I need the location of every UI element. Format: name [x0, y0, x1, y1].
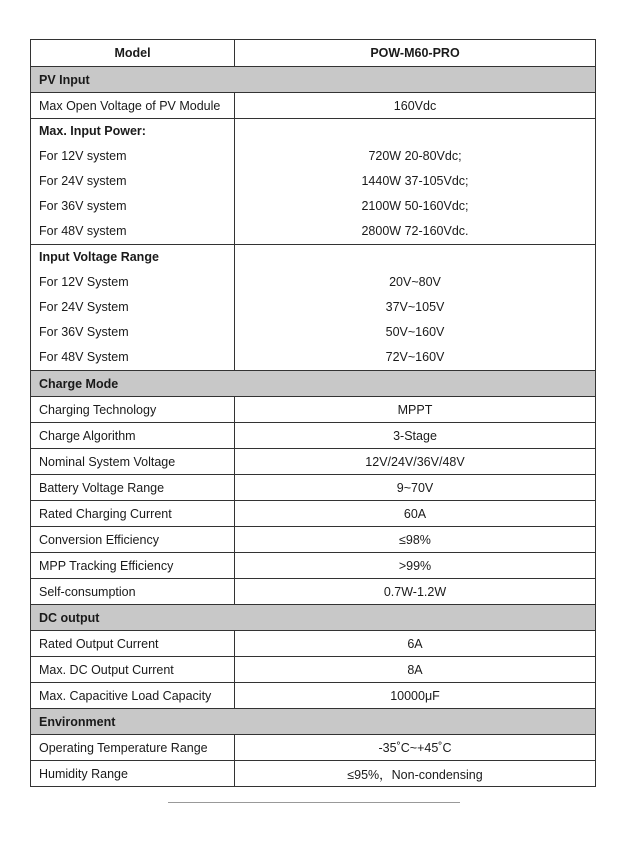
spec-value: 2100W 50-160Vdc; [361, 199, 469, 213]
spec-value: 1440W 37-105Vdc; [361, 174, 469, 188]
spacer [243, 245, 587, 270]
group-title: Input Voltage Range [39, 250, 159, 264]
spec-value: 10000μF [235, 683, 596, 709]
spec-value: 37V~105V [385, 300, 445, 314]
spec-label: Battery Voltage Range [31, 475, 235, 501]
spec-value: 6A [235, 631, 596, 657]
spec-label: Operating Temperature Range [31, 735, 235, 761]
spec-value: 720W 20-80Vdc; [368, 149, 462, 163]
spec-row [31, 683, 596, 709]
spec-value: 60A [235, 501, 596, 527]
spec-label: For 36V system [39, 199, 127, 213]
section-pv-input [31, 67, 596, 93]
spec-label: For 36V System [39, 325, 129, 339]
spec-label: Max. DC Output Current [31, 657, 235, 683]
spec-row [31, 631, 596, 657]
spec-row [31, 501, 596, 527]
spec-value: -35˚C~+45˚C [235, 735, 596, 761]
spec-value: 20V~80V [389, 275, 441, 289]
section-title: DC output [31, 605, 596, 631]
section-dc-output [31, 605, 596, 631]
group-labels [31, 245, 235, 371]
section-title: Environment [31, 709, 596, 735]
group-labels [31, 119, 235, 245]
group-values [235, 119, 596, 245]
spec-label: Humidity Range [31, 761, 235, 787]
spec-row [31, 423, 596, 449]
model-value: POW-M60-PRO [235, 40, 596, 67]
section-charge-mode [31, 371, 596, 397]
spec-label: Self-consumption [31, 579, 235, 605]
spec-row [31, 527, 596, 553]
spec-value: ≤95%，Non-condensing [235, 761, 596, 787]
spec-value: 8A [235, 657, 596, 683]
spec-label: Max. Capacitive Load Capacity [31, 683, 235, 709]
spec-row [31, 735, 596, 761]
spec-value: 3-Stage [235, 423, 596, 449]
spec-row [31, 553, 596, 579]
spec-label: For 48V system [39, 224, 127, 238]
spec-value: 72V~160V [385, 350, 445, 364]
spec-row [31, 397, 596, 423]
group-title: Max. Input Power: [39, 124, 146, 138]
spec-value: 12V/24V/36V/48V [235, 449, 596, 475]
spec-row [31, 657, 596, 683]
spec-label: For 24V System [39, 300, 129, 314]
spec-row [31, 93, 596, 119]
spec-label: MPP Tracking Efficiency [31, 553, 235, 579]
spec-value: 9~70V [235, 475, 596, 501]
spec-row [31, 449, 596, 475]
group-input-voltage-range [31, 245, 596, 371]
spec-value: >99% [235, 553, 596, 579]
model-label: Model [31, 40, 235, 67]
spec-label: Max Open Voltage of PV Module [31, 93, 235, 119]
spec-label: For 12V System [39, 275, 129, 289]
section-environment [31, 709, 596, 735]
bottom-divider [168, 802, 460, 803]
spec-value: 0.7W-1.2W [235, 579, 596, 605]
group-max-input-power [31, 119, 596, 245]
spec-label: Charge Algorithm [31, 423, 235, 449]
spec-label: Nominal System Voltage [31, 449, 235, 475]
spec-label: For 48V System [39, 350, 129, 364]
spec-row [31, 761, 596, 787]
spec-value: ≤98% [235, 527, 596, 553]
spacer [243, 119, 587, 144]
section-title: PV Input [31, 67, 596, 93]
group-values [235, 245, 596, 371]
spec-value: 160Vdc [235, 93, 596, 119]
spec-label: Charging Technology [31, 397, 235, 423]
spec-value: 50V~160V [385, 325, 445, 339]
spec-label: For 24V system [39, 174, 127, 188]
spec-table [30, 39, 596, 787]
spec-row [31, 579, 596, 605]
spec-label: For 12V system [39, 149, 127, 163]
spec-label: Rated Charging Current [31, 501, 235, 527]
spec-row [31, 475, 596, 501]
section-title: Charge Mode [31, 371, 596, 397]
spec-value: MPPT [235, 397, 596, 423]
spec-value: 2800W 72-160Vdc. [361, 224, 469, 238]
spec-label: Rated Output Current [31, 631, 235, 657]
header-row [31, 40, 596, 67]
spec-label: Conversion Efficiency [31, 527, 235, 553]
